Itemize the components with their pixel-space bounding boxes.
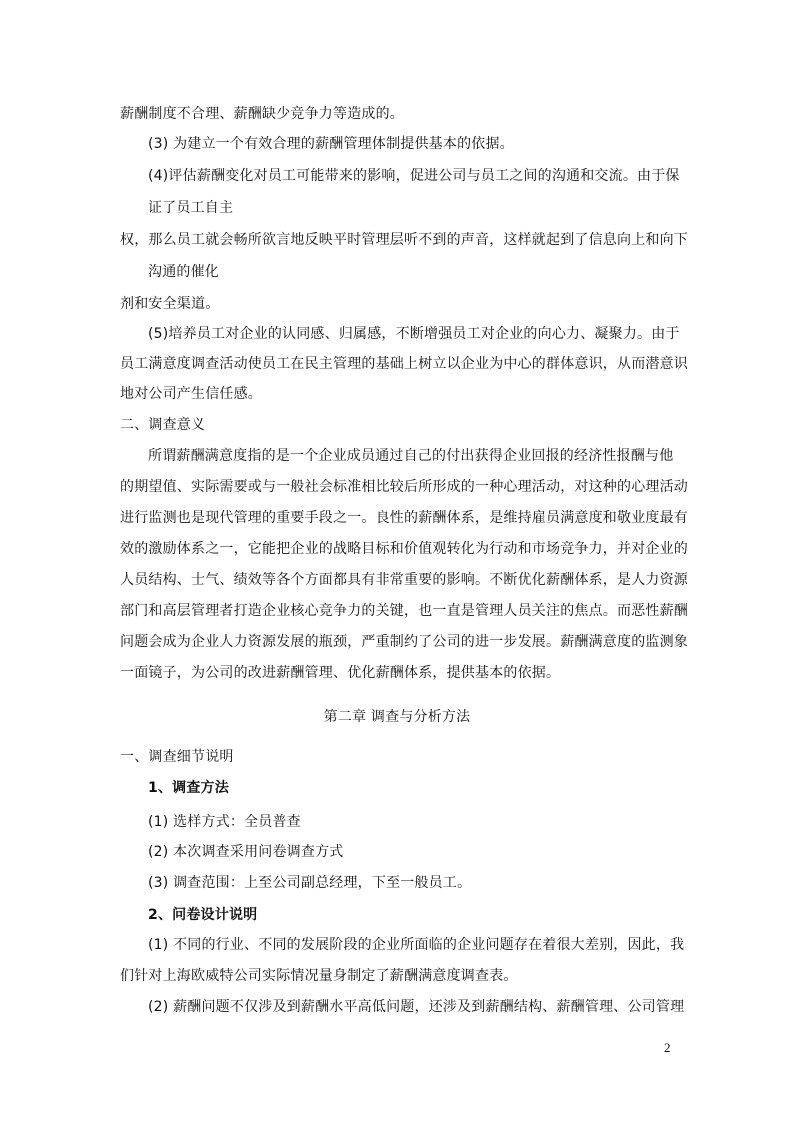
paragraph-line: 问题会成为企业人力资源发展的瓶颈，严重制约了公司的进一步发展。薪酬满意度的监测象 [120, 634, 688, 650]
body-line: 地对公司产生信任感。 [120, 386, 262, 402]
page-number: 2 [664, 1040, 671, 1055]
paragraph-line: 的期望值、实际需要或与一般社会标准相比较后所形成的一种心理活动，对这种的心理活动 [120, 479, 688, 495]
body-line: 剂和安全渠道。 [120, 296, 220, 312]
subsection-heading: 2、问卷设计说明 [148, 907, 258, 923]
list-item-3: (3) 为建立一个有效合理的薪酬管理体制提供基本的依据。 [148, 136, 514, 152]
list-item-3: (3) 调查范围：上至公司副总经理，下至一般员工。 [148, 875, 472, 891]
subsection-heading: 1、调查方法 [148, 780, 229, 796]
list-item-5: (5)培养员工对企业的认同感、归属感，不断增强员工对企业的向心力、凝聚力。由于 [148, 326, 680, 342]
paragraph-line: 人员结构、士气、绩效等各个方面都具有非常重要的影响。不断优化薪酬体系，是人力资源 [120, 572, 688, 588]
body-line: 证了员工自主 [148, 200, 234, 216]
list-item-2: (2) 本次调查采用问卷调查方式 [148, 844, 344, 860]
list-item-1: (1) 选样方式：全员普查 [148, 814, 301, 830]
paragraph-line: 进行监测也是现代管理的重要手段之一。良性的薪酬体系，是维持雇员满意度和敬业度最有 [120, 510, 688, 526]
list-item-1: (1) 不同的行业、不同的发展阶段的企业所面临的企业问题存在着很大差别，因此，我 [148, 937, 685, 953]
paragraph-line: 效的激励体系之一，它能把企业的战略目标和价值观转化为行动和市场竞争力，并对企业的 [120, 541, 688, 557]
body-line: 员工满意度调查活动使员工在民主管理的基础上树立以企业为中心的群体意识，从而潜意识 [120, 356, 688, 372]
paragraph-line: 所谓薪酬满意度指的是一个企业成员通过自己的付出获得企业回报的经济性报酬与他 [148, 448, 674, 464]
section-heading: 一、调查细节说明 [120, 749, 234, 765]
paragraph-line: 一面镜子，为公司的改进薪酬管理、优化薪酬体系，提供基本的依据。 [120, 665, 561, 681]
list-item-2: (2) 薪酬问题不仅涉及到薪酬水平高低问题，还涉及到薪酬结构、薪酬管理、公司管理 [148, 999, 685, 1015]
body-line: 薪酬制度不合理、薪酬缺少竞争力等造成的。 [120, 106, 404, 122]
body-line: 权，那么员工就会畅所欲言地反映平时管理层听不到的声音，这样就起到了信息向上和向下 [120, 232, 688, 248]
list-item-4: (4)评估薪酬变化对员工可能带来的影响，促进公司与员工之间的沟通和交流。由于保 [148, 168, 680, 184]
body-line: 沟通的催化 [148, 264, 219, 280]
body-line: 们针对上海欧威特公司实际情况量身制定了薪酬满意度调查表。 [120, 968, 518, 984]
section-heading: 二、调查意义 [120, 417, 206, 433]
paragraph-line: 部门和高层管理者打造企业核心竞争力的关键，也一直是管理人员关注的焦点。而恶性薪酬 [120, 603, 688, 619]
chapter-title: 第二章 调查与分析方法 [323, 709, 471, 725]
